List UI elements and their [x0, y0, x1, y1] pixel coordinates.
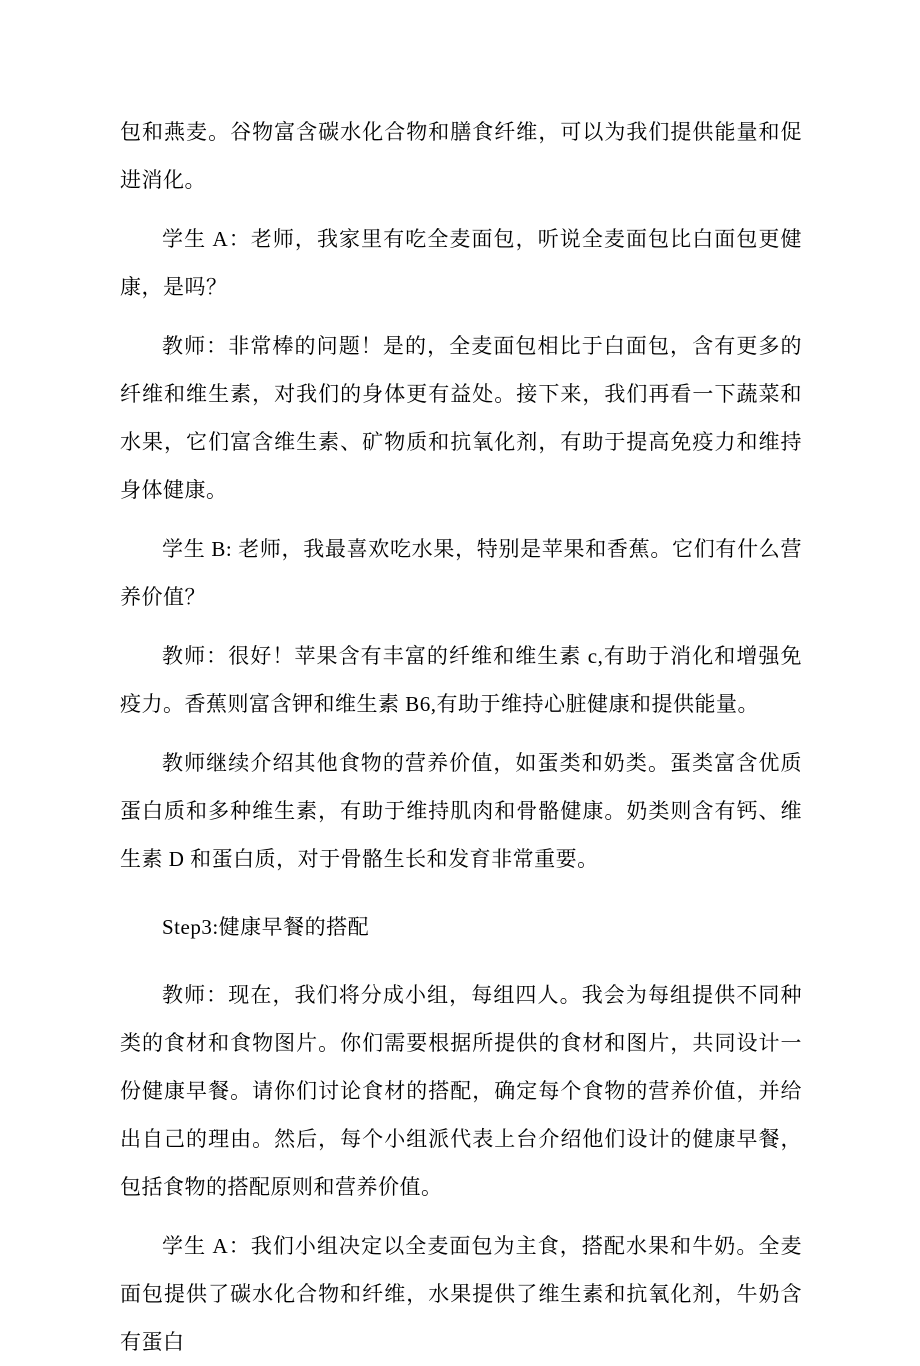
paragraph-student-b-question: 学生 B: 老师，我最喜欢吃水果，特别是苹果和香蕉。它们有什么营养价值？	[120, 537, 802, 609]
paragraph-student-a-question: 学生 A：老师，我家里有吃全麦面包，听说全麦面包比白面包更健康，是吗？	[120, 227, 802, 299]
paragraph-continuation: 包和燕麦。谷物富含碳水化合物和膳食纤维，可以为我们提供能量和促进消化。	[120, 120, 802, 192]
paragraph-narration-eggs-dairy: 教师继续介绍其他食物的营养价值，如蛋类和奶类。蛋类富含优质蛋白质和多种维生素，有助于维持肌肉和骨骼健康。奶类则含有钙、维生素 D 和蛋白质，对于骨骼生长和发育非常重要。	[120, 751, 802, 871]
paragraph-teacher-group-activity: 教师：现在，我们将分成小组，每组四人。我会为每组提供不同种类的食材和食物图片。你们需要根据所提供的食材和图片，共同设计一份健康早餐。请你们讨论食材的搭配，确定每个食物的营养价值，并给出自己的理由。然后，每个小组派代表上台介绍他们设计的健康早餐，包括食物的搭配原则和营养价值。	[120, 983, 802, 1199]
paragraph-teacher-answer-fruit: 教师：很好！苹果含有丰富的纤维和维生素 c,有助于消化和增强免疫力。香蕉则富含钾和维生素 B6,有助于维持心脏健康和提供能量。	[120, 644, 802, 716]
step-heading: Step3:健康早餐的搭配	[162, 915, 370, 939]
paragraph-student-a-presentation: 学生 A：我们小组决定以全麦面包为主食，搭配水果和牛奶。全麦面包提供了碳水化合物和纤维，水果提供了维生素和抗氧化剂，牛奶含有蛋白	[120, 1234, 802, 1354]
paragraph-teacher-answer-bread: 教师：非常棒的问题！是的，全麦面包相比于白面包，含有更多的纤维和维生素，对我们的身体更有益处。接下来，我们再看一下蔬菜和水果，它们富含维生素、矿物质和抗氧化剂，有助于提高免疫力和维持身体健康。	[120, 334, 802, 502]
